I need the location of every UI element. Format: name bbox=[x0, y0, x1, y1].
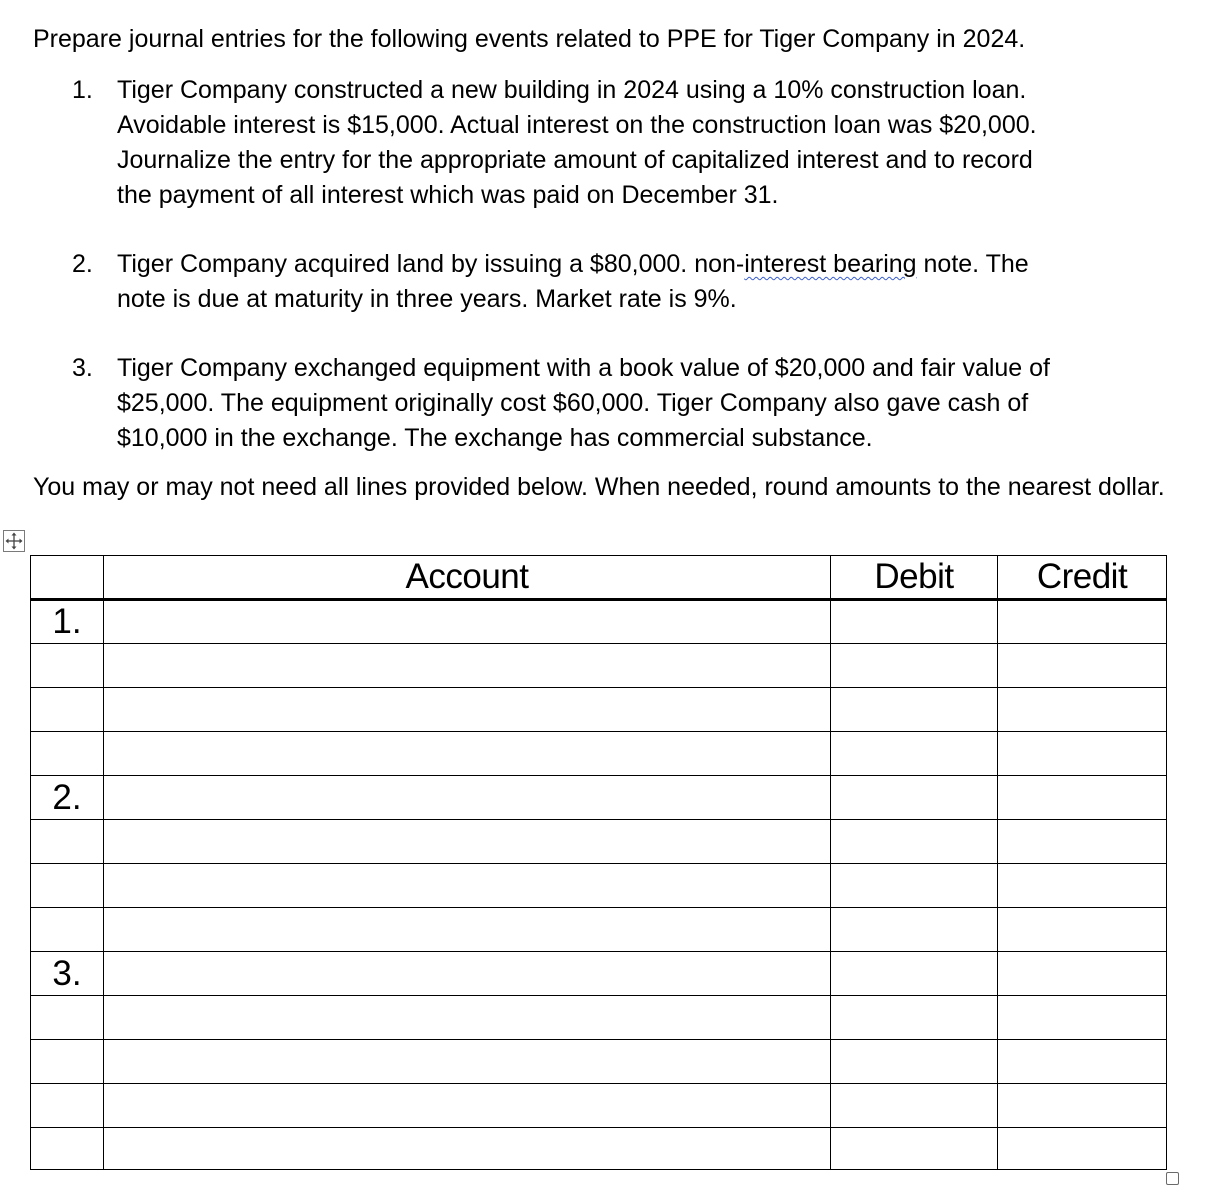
entry-number-cell: 2. bbox=[31, 776, 104, 820]
account-cell[interactable] bbox=[104, 996, 831, 1040]
credit-cell[interactable] bbox=[998, 644, 1167, 688]
entry-number-cell bbox=[31, 688, 104, 732]
entry-number-cell: 1. bbox=[31, 600, 104, 644]
debit-column-header: Debit bbox=[831, 556, 998, 600]
account-cell[interactable] bbox=[104, 820, 831, 864]
debit-cell[interactable] bbox=[831, 996, 998, 1040]
debit-cell[interactable] bbox=[831, 1128, 998, 1170]
entry-number-cell bbox=[31, 1084, 104, 1128]
credit-cell[interactable] bbox=[998, 820, 1167, 864]
credit-cell[interactable] bbox=[998, 732, 1167, 776]
debit-cell[interactable] bbox=[831, 1040, 998, 1084]
problem-text-part: Tiger Company acquired land by issuing a $80,000. non- bbox=[117, 250, 745, 278]
problem-line: $25,000. The equipment originally cost $60,000. Tiger Company also gave cash of bbox=[117, 389, 1029, 417]
spellcheck-flagged-text[interactable]: interest bearing bbox=[744, 250, 917, 278]
debit-cell[interactable] bbox=[831, 908, 998, 952]
instructions-heading: Prepare journal entries for the following events related to PPE for Tiger Company in 2024. bbox=[33, 25, 1026, 53]
debit-cell[interactable] bbox=[831, 776, 998, 820]
problem-number: 1. bbox=[72, 76, 93, 104]
problem-line: note is due at maturity in three years. Market rate is 9%. bbox=[117, 285, 737, 313]
debit-cell[interactable] bbox=[831, 688, 998, 732]
table-row bbox=[31, 996, 1167, 1040]
table-row bbox=[31, 644, 1167, 688]
entry-number-cell bbox=[31, 644, 104, 688]
problem-text bbox=[117, 351, 1182, 456]
problem-number: 3. bbox=[72, 354, 93, 382]
entry-number-cell bbox=[31, 864, 104, 908]
debit-cell[interactable] bbox=[831, 644, 998, 688]
entry-number-cell bbox=[31, 820, 104, 864]
account-cell[interactable] bbox=[104, 1084, 831, 1128]
credit-cell[interactable] bbox=[998, 600, 1167, 644]
account-column-header: Account bbox=[104, 556, 831, 600]
account-cell[interactable] bbox=[104, 908, 831, 952]
credit-cell[interactable] bbox=[998, 1128, 1167, 1170]
debit-cell[interactable] bbox=[831, 864, 998, 908]
table-row bbox=[31, 820, 1167, 864]
account-cell[interactable] bbox=[104, 644, 831, 688]
debit-cell[interactable] bbox=[831, 732, 998, 776]
account-cell[interactable] bbox=[104, 952, 831, 996]
table-row bbox=[31, 952, 1167, 996]
table-row bbox=[31, 1128, 1167, 1170]
problem-2 bbox=[72, 247, 1182, 317]
account-cell[interactable] bbox=[104, 688, 831, 732]
rounding-note: You may or may not need all lines provided below. When needed, round amounts to the nearest dollar. bbox=[33, 473, 1165, 501]
entry-number-cell bbox=[31, 996, 104, 1040]
problem-number: 2. bbox=[72, 250, 93, 278]
account-cell[interactable] bbox=[104, 864, 831, 908]
table-row bbox=[31, 688, 1167, 732]
credit-cell[interactable] bbox=[998, 908, 1167, 952]
credit-cell[interactable] bbox=[998, 688, 1167, 732]
problem-line: $10,000 in the exchange. The exchange has commercial substance. bbox=[117, 424, 873, 452]
account-cell[interactable] bbox=[104, 1040, 831, 1084]
table-row bbox=[31, 864, 1167, 908]
account-cell[interactable] bbox=[104, 1128, 831, 1170]
credit-cell[interactable] bbox=[998, 1040, 1167, 1084]
debit-cell[interactable] bbox=[831, 1084, 998, 1128]
entry-number-cell bbox=[31, 908, 104, 952]
credit-cell[interactable] bbox=[998, 776, 1167, 820]
problem-line bbox=[117, 247, 1182, 282]
credit-column-header: Credit bbox=[998, 556, 1167, 600]
problem-line: Avoidable interest is $15,000. Actual interest on the construction loan was $20,000. bbox=[117, 111, 1037, 139]
entry-number-cell: 3. bbox=[31, 952, 104, 996]
problem-text-part: note. The bbox=[916, 250, 1029, 278]
table-row bbox=[31, 1084, 1167, 1128]
account-cell[interactable] bbox=[104, 600, 831, 644]
table-row bbox=[31, 908, 1167, 952]
debit-cell[interactable] bbox=[831, 600, 998, 644]
credit-cell[interactable] bbox=[998, 1084, 1167, 1128]
credit-cell[interactable] bbox=[998, 864, 1167, 908]
table-row bbox=[31, 732, 1167, 776]
journal-entry-table bbox=[30, 555, 1167, 1170]
problem-3 bbox=[72, 351, 1182, 456]
problem-line: Journalize the entry for the appropriate amount of capitalized interest and to record bbox=[117, 146, 1033, 174]
resize-handle-icon[interactable] bbox=[1166, 1172, 1179, 1185]
account-cell[interactable] bbox=[104, 776, 831, 820]
credit-cell[interactable] bbox=[998, 952, 1167, 996]
entry-number-cell bbox=[31, 1040, 104, 1084]
problem-text bbox=[117, 247, 1182, 317]
table-row bbox=[31, 776, 1167, 820]
problem-text bbox=[117, 73, 1182, 213]
entry-number-cell bbox=[31, 1128, 104, 1170]
credit-cell[interactable] bbox=[998, 996, 1167, 1040]
table-header-row bbox=[31, 556, 1167, 600]
entry-number-cell bbox=[31, 732, 104, 776]
table-row bbox=[31, 600, 1167, 644]
account-cell[interactable] bbox=[104, 732, 831, 776]
problem-1 bbox=[72, 73, 1182, 213]
debit-cell[interactable] bbox=[831, 820, 998, 864]
move-handle-icon[interactable] bbox=[3, 530, 25, 552]
number-column-header bbox=[31, 556, 104, 600]
debit-cell[interactable] bbox=[831, 952, 998, 996]
table-row bbox=[31, 1040, 1167, 1084]
problem-line: Tiger Company exchanged equipment with a book value of $20,000 and fair value of bbox=[117, 354, 1051, 382]
problem-line: the payment of all interest which was paid on December 31. bbox=[117, 181, 779, 209]
problem-line: Tiger Company constructed a new building in 2024 using a 10% construction loan. bbox=[117, 76, 1027, 104]
